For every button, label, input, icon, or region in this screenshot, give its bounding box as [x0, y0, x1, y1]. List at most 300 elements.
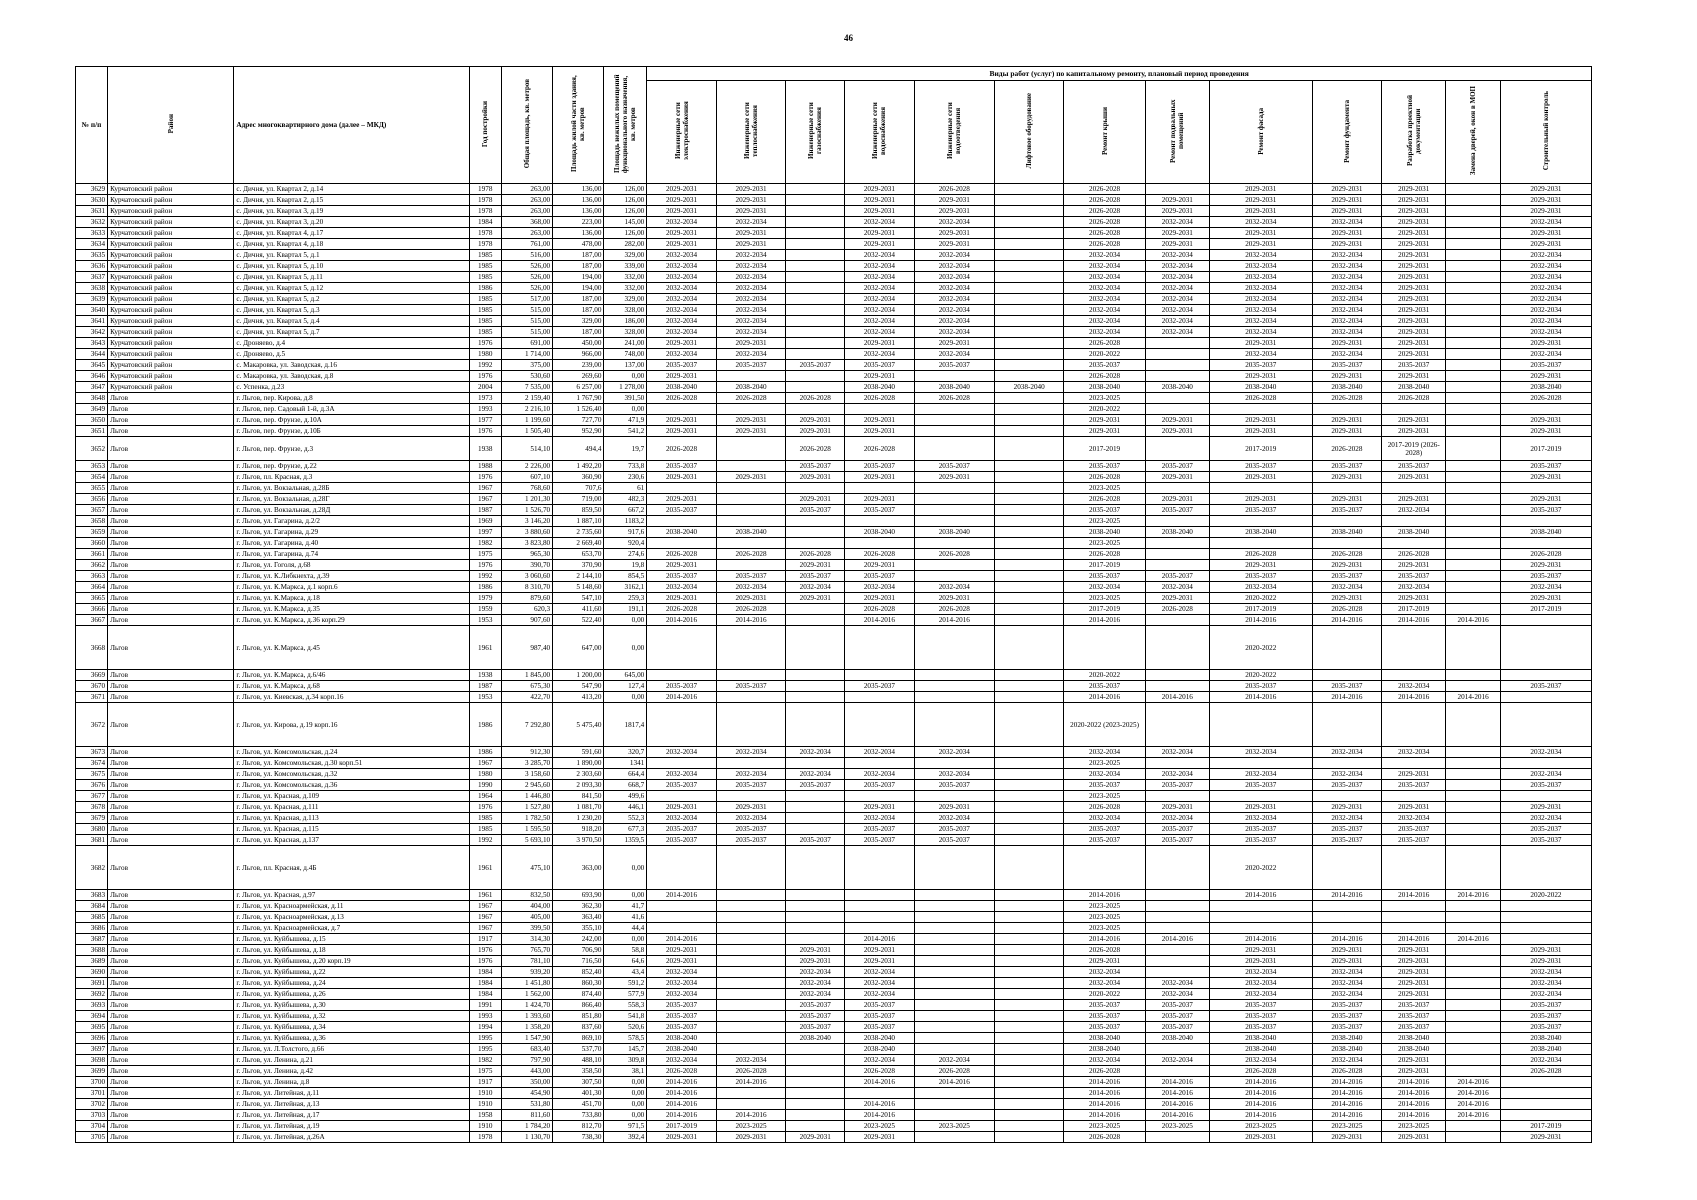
row-work-2: 2035-2037	[786, 1011, 845, 1022]
row-work-3: 2029-2031	[845, 560, 915, 571]
row-work-5	[994, 360, 1064, 371]
row-nonliving-area: 127,4	[604, 681, 647, 692]
row-work-1: 2029-2031	[716, 426, 786, 437]
row-work-2	[786, 206, 845, 217]
row-work-7: 2029-2031	[1145, 415, 1209, 426]
row-work-1: 2032-2034	[716, 272, 786, 283]
row-number: 3677	[76, 791, 108, 802]
row-nonliving-area: 920,4	[604, 538, 647, 549]
row-work-10: 2029-2031	[1382, 978, 1446, 989]
row-living-area: 136,00	[553, 195, 604, 206]
table-row	[76, 217, 1592, 228]
row-work-9: 2035-2037	[1312, 461, 1382, 472]
row-work-9: 2032-2034	[1312, 747, 1382, 758]
row-work-1	[716, 461, 786, 472]
row-number: 3661	[76, 549, 108, 560]
row-nonliving-area: 126,00	[604, 195, 647, 206]
row-living-area: 1 200,00	[553, 670, 604, 681]
row-total-area: 691,00	[501, 338, 552, 349]
row-work-2	[786, 228, 845, 239]
row-address: г. Льгов, ул. Красная, д.111	[234, 802, 469, 813]
row-year: 1953	[469, 692, 501, 703]
row-work-11	[1446, 1011, 1501, 1022]
row-work-3: 2035-2037	[845, 360, 915, 371]
row-work-4: 2029-2031	[914, 593, 994, 604]
row-work-4: 2032-2034	[914, 261, 994, 272]
row-nonliving-area: 58,8	[604, 945, 647, 956]
row-work-8: 2029-2031	[1209, 472, 1312, 483]
row-year: 1986	[469, 283, 501, 294]
row-work-8: 2035-2037	[1209, 824, 1312, 835]
row-work-5	[994, 239, 1064, 250]
row-year: 1958	[469, 1110, 501, 1121]
row-work-1	[716, 437, 786, 461]
row-work-12: 2032-2034	[1500, 1055, 1591, 1066]
row-work-5	[994, 615, 1064, 626]
row-work-6: 2038-2040	[1064, 527, 1145, 538]
row-district: Льгов	[108, 813, 234, 824]
row-work-6: 2035-2037	[1064, 461, 1145, 472]
row-work-2	[786, 1077, 845, 1088]
row-work-12: 2035-2037	[1500, 780, 1591, 791]
table-row	[76, 549, 1592, 560]
row-work-9: 2014-2016	[1312, 1088, 1382, 1099]
row-work-10: 2029-2031	[1382, 261, 1446, 272]
row-living-area: 413,20	[553, 692, 604, 703]
row-work-12: 2032-2034	[1500, 349, 1591, 360]
row-work-0	[647, 901, 717, 912]
table-body	[76, 184, 1592, 1143]
row-work-8: 2029-2031	[1209, 228, 1312, 239]
row-work-5	[994, 769, 1064, 780]
row-work-5	[994, 1000, 1064, 1011]
row-work-7	[1145, 890, 1209, 901]
row-total-area: 907,60	[501, 615, 552, 626]
row-address: с. Дичня, ул. Квартал 4, д.18	[234, 239, 469, 250]
row-work-4: 2032-2034	[914, 813, 994, 824]
row-work-10: 2029-2031	[1382, 338, 1446, 349]
row-work-7	[1145, 846, 1209, 890]
row-work-1	[716, 560, 786, 571]
row-work-11: 2014-2016	[1446, 692, 1501, 703]
table-row	[76, 206, 1592, 217]
row-work-10: 2023-2025	[1382, 1121, 1446, 1132]
row-work-11	[1446, 791, 1501, 802]
row-work-5	[994, 1077, 1064, 1088]
row-number: 3703	[76, 1110, 108, 1121]
row-year: 1967	[469, 483, 501, 494]
row-work-8: 2029-2031	[1209, 945, 1312, 956]
row-work-12: 2029-2031	[1500, 494, 1591, 505]
row-work-3	[845, 1088, 915, 1099]
row-work-3: 2029-2031	[845, 371, 915, 382]
row-work-1: 2032-2034	[716, 747, 786, 758]
row-district: Льгов	[108, 615, 234, 626]
row-work-3	[845, 901, 915, 912]
row-nonliving-area: 230,6	[604, 472, 647, 483]
row-nonliving-area: 191,1	[604, 604, 647, 615]
row-work-10	[1382, 404, 1446, 415]
row-living-area: 1 230,20	[553, 813, 604, 824]
row-work-4	[914, 912, 994, 923]
row-living-area: 239,00	[553, 360, 604, 371]
row-work-1: 2032-2034	[716, 261, 786, 272]
row-year: 1985	[469, 316, 501, 327]
row-district: Льгов	[108, 1088, 234, 1099]
row-work-0: 2032-2034	[647, 250, 717, 261]
row-total-area: 263,00	[501, 206, 552, 217]
row-work-10: 2029-2031	[1382, 305, 1446, 316]
row-work-4	[914, 1110, 994, 1121]
row-work-9: 2026-2028	[1312, 604, 1382, 615]
row-work-5	[994, 813, 1064, 824]
row-work-7	[1145, 338, 1209, 349]
row-work-11	[1446, 1022, 1501, 1033]
row-work-11	[1446, 250, 1501, 261]
row-work-5	[994, 758, 1064, 769]
row-work-6: 2032-2034	[1064, 582, 1145, 593]
table-row	[76, 239, 1592, 250]
row-work-2: 2035-2037	[786, 360, 845, 371]
row-work-10: 2035-2037	[1382, 360, 1446, 371]
row-district: Льгов	[108, 670, 234, 681]
row-work-10	[1382, 516, 1446, 527]
row-work-11: 2014-2016	[1446, 615, 1501, 626]
row-work-5	[994, 890, 1064, 901]
row-work-0: 2035-2037	[647, 1022, 717, 1033]
row-work-5	[994, 228, 1064, 239]
row-work-7: 2023-2025	[1145, 1121, 1209, 1132]
row-work-3	[845, 912, 915, 923]
row-work-3: 2029-2031	[845, 593, 915, 604]
row-work-1	[716, 1033, 786, 1044]
row-nonliving-area: 0,00	[604, 1099, 647, 1110]
row-work-6: 2026-2028	[1064, 472, 1145, 483]
row-address: г. Льгов, ул. Красноармейская, д.11	[234, 901, 469, 912]
row-work-1: 2029-2031	[716, 206, 786, 217]
row-work-0	[647, 483, 717, 494]
row-work-10: 2029-2031	[1382, 206, 1446, 217]
row-work-12	[1500, 1110, 1591, 1121]
row-work-0: 2032-2034	[647, 967, 717, 978]
row-nonliving-area: 329,00	[604, 294, 647, 305]
row-work-9: 2029-2031	[1312, 184, 1382, 195]
row-work-0	[647, 758, 717, 769]
row-nonliving-area: 19,7	[604, 437, 647, 461]
row-address: г. Льгов, ул. Ленина, д.21	[234, 1055, 469, 1066]
row-year: 1982	[469, 1055, 501, 1066]
row-nonliving-area: 332,00	[604, 283, 647, 294]
row-number: 3642	[76, 327, 108, 338]
row-work-10: 2029-2031	[1382, 494, 1446, 505]
table-row	[76, 593, 1592, 604]
row-district: Льгов	[108, 1033, 234, 1044]
row-nonliving-area: 558,3	[604, 1000, 647, 1011]
row-district: Курчатовский район	[108, 382, 234, 393]
row-work-7	[1145, 393, 1209, 404]
row-work-0: 2029-2031	[647, 206, 717, 217]
row-work-5	[994, 956, 1064, 967]
table-row	[76, 615, 1592, 626]
row-district: Курчатовский район	[108, 316, 234, 327]
row-district: Льгов	[108, 681, 234, 692]
row-work-9	[1312, 483, 1382, 494]
row-work-12: 2029-2031	[1500, 206, 1591, 217]
row-work-6: 2020-2022	[1064, 404, 1145, 415]
row-work-0	[647, 538, 717, 549]
row-district: Льгов	[108, 802, 234, 813]
row-work-2: 2032-2034	[786, 769, 845, 780]
row-living-area: 136,00	[553, 228, 604, 239]
row-work-8: 2026-2028	[1209, 549, 1312, 560]
row-number: 3634	[76, 239, 108, 250]
row-total-area: 965,30	[501, 549, 552, 560]
row-work-8: 2029-2031	[1209, 1132, 1312, 1143]
row-district: Льгов	[108, 494, 234, 505]
row-work-12: 2029-2031	[1500, 371, 1591, 382]
row-work-6: 2026-2028	[1064, 549, 1145, 560]
row-number: 3685	[76, 912, 108, 923]
row-work-2: 2029-2031	[786, 945, 845, 956]
row-work-6: 2035-2037	[1064, 1022, 1145, 1033]
row-district: Льгов	[108, 956, 234, 967]
row-work-10: 2014-2016	[1382, 1110, 1446, 1121]
row-work-0: 2029-2031	[647, 338, 717, 349]
row-work-10: 2026-2028	[1382, 393, 1446, 404]
table-row	[76, 835, 1592, 846]
table-row	[76, 626, 1592, 670]
row-work-11	[1446, 582, 1501, 593]
row-work-0	[647, 516, 717, 527]
row-work-12: 2026-2028	[1500, 1066, 1591, 1077]
row-nonliving-area: 482,3	[604, 494, 647, 505]
row-work-0	[647, 923, 717, 934]
row-nonliving-area: 43,4	[604, 967, 647, 978]
row-year: 1991	[469, 1000, 501, 1011]
row-work-6: 2032-2034	[1064, 250, 1145, 261]
row-work-3: 2029-2031	[845, 239, 915, 250]
row-year: 1990	[469, 780, 501, 791]
row-work-1: 2026-2028	[716, 393, 786, 404]
row-work-4	[914, 1011, 994, 1022]
row-living-area: 194,00	[553, 272, 604, 283]
row-work-6: 2038-2040	[1064, 382, 1145, 393]
row-work-8	[1209, 703, 1312, 747]
table-row	[76, 195, 1592, 206]
row-work-12: 2029-2031	[1500, 195, 1591, 206]
row-work-10: 2017-2019 (2026-2028)	[1382, 437, 1446, 461]
row-work-3: 2032-2034	[845, 283, 915, 294]
row-work-4	[914, 483, 994, 494]
row-year: 1978	[469, 228, 501, 239]
row-work-4	[914, 1022, 994, 1033]
row-work-8: 2014-2016	[1209, 615, 1312, 626]
row-work-7: 2029-2031	[1145, 239, 1209, 250]
row-work-0: 2035-2037	[647, 681, 717, 692]
row-work-8: 2035-2037	[1209, 780, 1312, 791]
row-total-area: 879,60	[501, 593, 552, 604]
row-nonliving-area: 0,00	[604, 1110, 647, 1121]
row-living-area: 966,00	[553, 349, 604, 360]
row-nonliving-area: 520,6	[604, 1022, 647, 1033]
row-work-12	[1500, 615, 1591, 626]
table-row	[76, 1000, 1592, 1011]
row-work-6: 2026-2028	[1064, 239, 1145, 250]
row-work-0: 2029-2031	[647, 371, 717, 382]
row-work-12: 2032-2034	[1500, 283, 1591, 294]
row-work-7	[1145, 483, 1209, 494]
row-address: г. Льгов, пер. Кирова, д.8	[234, 393, 469, 404]
row-year: 1992	[469, 835, 501, 846]
row-work-10: 2029-2031	[1382, 250, 1446, 261]
row-number: 3641	[76, 316, 108, 327]
row-work-7: 2038-2040	[1145, 1033, 1209, 1044]
row-work-10: 2029-2031	[1382, 327, 1446, 338]
table-row	[76, 846, 1592, 890]
row-nonliving-area: 541,2	[604, 426, 647, 437]
row-number: 3672	[76, 703, 108, 747]
row-number: 3652	[76, 437, 108, 461]
row-work-10: 2035-2037	[1382, 1011, 1446, 1022]
row-work-5	[994, 393, 1064, 404]
row-work-3: 2029-2031	[845, 1132, 915, 1143]
row-district: Льгов	[108, 835, 234, 846]
row-work-1: 2032-2034	[716, 217, 786, 228]
row-work-6: 2035-2037	[1064, 681, 1145, 692]
row-living-area: 812,70	[553, 1121, 604, 1132]
row-address: с. Дичня, ул. Квартал 5, д.1	[234, 250, 469, 261]
header-works-group: Виды работ (услуг) по капитальному ремонту, плановый период проведения	[647, 67, 1592, 81]
header-year: Год постройки	[469, 67, 501, 184]
row-work-7	[1145, 1132, 1209, 1143]
row-nonliving-area: 41,7	[604, 901, 647, 912]
row-work-2	[786, 846, 845, 890]
row-work-5	[994, 1044, 1064, 1055]
row-work-7: 2029-2031	[1145, 228, 1209, 239]
table-row	[76, 1099, 1592, 1110]
row-work-4	[914, 846, 994, 890]
row-work-6: 2023-2025	[1064, 1121, 1145, 1132]
row-work-4	[914, 989, 994, 1000]
row-work-5	[994, 1033, 1064, 1044]
row-work-10: 2014-2016	[1382, 1088, 1446, 1099]
table-row	[76, 890, 1592, 901]
row-living-area: 1 492,20	[553, 461, 604, 472]
row-work-4: 2029-2031	[914, 195, 994, 206]
row-work-7: 2038-2040	[1145, 382, 1209, 393]
row-work-4	[914, 516, 994, 527]
row-work-8: 2020-2022	[1209, 593, 1312, 604]
row-total-area: 3 158,60	[501, 769, 552, 780]
row-work-2: 2038-2040	[786, 1033, 845, 1044]
row-work-11	[1446, 835, 1501, 846]
row-work-7	[1145, 967, 1209, 978]
row-year: 1980	[469, 349, 501, 360]
row-work-3: 2029-2031	[845, 945, 915, 956]
row-number: 3666	[76, 604, 108, 615]
row-work-10: 2029-2031	[1382, 217, 1446, 228]
row-work-4	[914, 415, 994, 426]
row-work-0: 2035-2037	[647, 1000, 717, 1011]
row-nonliving-area: 38,1	[604, 1066, 647, 1077]
row-work-1	[716, 956, 786, 967]
row-work-8: 2035-2037	[1209, 571, 1312, 582]
row-nonliving-area: 0,00	[604, 626, 647, 670]
row-work-12: 2032-2034	[1500, 967, 1591, 978]
row-total-area: 3 060,60	[501, 571, 552, 582]
row-year: 1961	[469, 890, 501, 901]
row-work-4: 2014-2016	[914, 615, 994, 626]
row-number: 3644	[76, 349, 108, 360]
row-work-1: 2029-2031	[716, 228, 786, 239]
row-work-6: 2014-2016	[1064, 934, 1145, 945]
row-nonliving-area: 668,7	[604, 780, 647, 791]
row-work-12: 2035-2037	[1500, 824, 1591, 835]
row-total-area: 405,00	[501, 912, 552, 923]
row-number: 3651	[76, 426, 108, 437]
row-total-area: 263,00	[501, 228, 552, 239]
row-nonliving-area: 186,00	[604, 316, 647, 327]
row-work-2	[786, 483, 845, 494]
row-work-1: 2035-2037	[716, 824, 786, 835]
row-work-1	[716, 670, 786, 681]
row-work-3: 2032-2034	[845, 813, 915, 824]
row-district: Курчатовский район	[108, 195, 234, 206]
row-work-1: 2029-2031	[716, 472, 786, 483]
row-number: 3693	[76, 1000, 108, 1011]
row-work-10: 2014-2016	[1382, 692, 1446, 703]
row-living-area: 852,40	[553, 967, 604, 978]
row-work-0: 2032-2034	[647, 989, 717, 1000]
row-total-area: 390,70	[501, 560, 552, 571]
row-work-6: 2032-2034	[1064, 305, 1145, 316]
row-year: 1978	[469, 184, 501, 195]
row-work-5	[994, 560, 1064, 571]
row-work-4	[914, 437, 994, 461]
row-work-1: 2026-2028	[716, 549, 786, 560]
row-work-9: 2035-2037	[1312, 1000, 1382, 1011]
row-work-12: 2035-2037	[1500, 360, 1591, 371]
row-year: 1976	[469, 956, 501, 967]
row-living-area: 716,50	[553, 956, 604, 967]
row-living-area: 329,00	[553, 316, 604, 327]
row-work-8: 2032-2034	[1209, 582, 1312, 593]
row-address: г. Льгов, ул. Гоголя, д.68	[234, 560, 469, 571]
row-living-area: 1 526,40	[553, 404, 604, 415]
row-work-6: 2038-2040	[1064, 1044, 1145, 1055]
row-work-2	[786, 615, 845, 626]
row-year: 1938	[469, 437, 501, 461]
row-work-8: 2029-2031	[1209, 560, 1312, 571]
row-year: 1994	[469, 1022, 501, 1033]
row-work-8: 2020-2022	[1209, 846, 1312, 890]
row-work-7	[1145, 626, 1209, 670]
row-address: г. Льгов, ул. Литейная, д.26А	[234, 1132, 469, 1143]
table-row	[76, 1077, 1592, 1088]
row-work-3: 2032-2034	[845, 747, 915, 758]
row-work-9: 2014-2016	[1312, 1110, 1382, 1121]
row-work-5	[994, 505, 1064, 516]
row-district: Льгов	[108, 1000, 234, 1011]
row-work-12: 2038-2040	[1500, 1044, 1591, 1055]
row-work-6: 2023-2025	[1064, 393, 1145, 404]
row-work-5	[994, 305, 1064, 316]
table-row	[76, 1044, 1592, 1055]
row-living-area: 860,30	[553, 978, 604, 989]
row-total-area: 526,00	[501, 272, 552, 283]
row-work-10: 2029-2031	[1382, 956, 1446, 967]
row-work-12: 2026-2028	[1500, 393, 1591, 404]
